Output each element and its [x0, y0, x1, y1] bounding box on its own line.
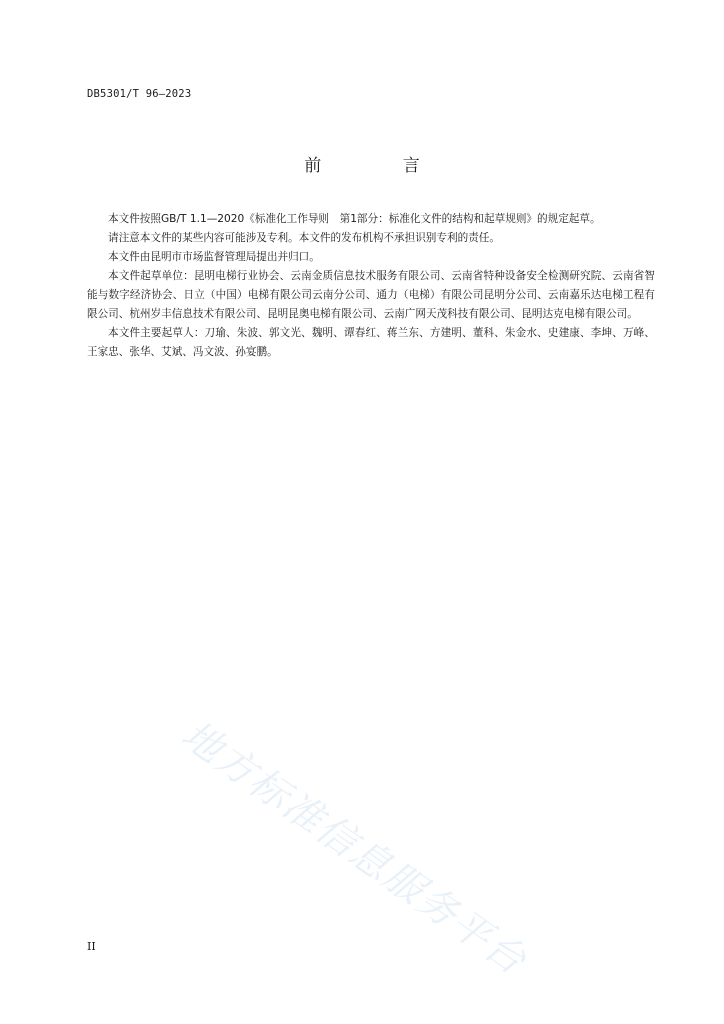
watermark: 地方标准信息服务平台: [173, 712, 535, 985]
foreword-body: [87, 210, 655, 362]
paragraph-drafters: 本文件主要起草人：刀瑜、朱波、郭文光、魏明、谭春红、蒋兰东、方建明、董科、朱金水、史建康、李坤、万峰、王家忠、张华、艾斌、冯文波、孙宴鹏。: [87, 327, 655, 358]
page-number: II: [87, 940, 96, 953]
document-code: DB5301/T 96—2023: [87, 88, 192, 100]
paragraph-drafting-rules: 本文件按照GB/T 1.1—2020《标准化工作导则 第1部分：标准化文件的结构和起草规则》的规定起草。: [108, 213, 601, 225]
page-title: 前 言: [304, 156, 458, 176]
paragraph-patent-notice: 请注意本文件的某些内容可能涉及专利。本文件的发布机构不承担识别专利的责任。: [108, 232, 500, 244]
paragraph-proposer: 本文件由昆明市市场监督管理局提出并归口。: [108, 251, 320, 263]
paragraph-drafting-units: 本文件起草单位：昆明电梯行业协会、云南金质信息技术服务有限公司、云南省特种设备安全检测研究院、云南省智能与数字经济协会、日立（中国）电梯有限公司云南分公司、通力（电梯）有限公司昆明分公司、云南嘉乐达电梯工程有限公司、杭州岁丰信息技术有限公司、昆明昆奥电梯有限公司、云南广网天茂科技有限公司、昆明达克电梯有限公司。: [87, 270, 655, 320]
